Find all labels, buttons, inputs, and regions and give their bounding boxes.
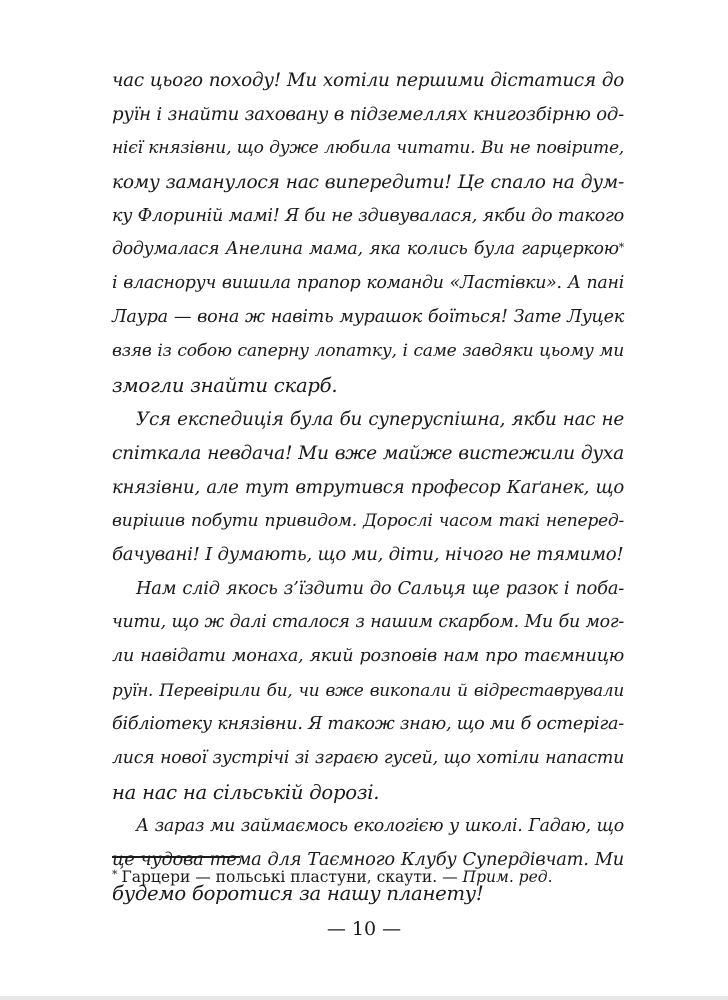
footnote-divider [112,856,240,858]
text-line: спіткала невдача! Ми вже майже вистежили духа [112,442,624,464]
page-bottom-edge [0,996,728,1000]
text-line: і власноруч вишила прапор команди «Ластівки». А пані [112,273,624,294]
text-line-content: додумалася Анелина мама, яка колись була гарцеркою [112,239,619,260]
text-line: будемо боротися за нашу планету! [112,882,484,906]
paragraph-start-line: А зараз ми займаємось екологією у школі. Гадаю, що [136,815,624,836]
body-text [112,64,624,911]
footnote [112,866,553,888]
text-line: час цього походу! Ми хотіли першими дістатися до [112,70,624,91]
text-line: руїн і знайти заховану в підземеллях книгозбірню од- [112,103,624,125]
text-line: це чудова тема для Таємного Клубу Супердівчат. Ми [112,849,624,871]
text-line: на нас на сільській дорозі. [112,780,380,804]
page-number: — 10 — [326,918,402,940]
footnote-mark: * [112,868,118,881]
text-line: чити, що ж далі сталося з нашим скарбом. Ми би мог- [112,612,624,633]
text-line: бачувані! І думають, що ми, діти, нічого не тямимо! [112,544,624,566]
text-line: ли навідати монаха, який розповів нам про таємницю [112,646,624,667]
footnote-reference-mark: * [618,241,624,255]
text-line: ку Флориній мамі! Я би не здивувалася, якби до такого [112,205,624,226]
paragraph-start-line: Нам слід якось з’їздити до Сальця ще разок і поба- [136,578,624,600]
paragraph-start-line: Уся експедиція була би суперуспішна, якби нас не [136,408,624,430]
text-line: вирішив побути привидом. Дорослі часом такі неперед- [112,510,624,531]
text-line: нієї князівни, що дуже любила читати. Ви не повірите, [112,137,624,158]
text-line: бібліотеку князівни. Я також знаю, що ми б остеріга- [112,713,624,734]
text-line-with-footnote-ref [112,233,624,267]
text-line: взяв із собою саперну лопатку, і саме завдяки цьому ми [112,341,624,362]
footnote-text: Гарцери — польські пластуни, скаути. — [121,868,463,886]
text-line: князівни, але тут втрутився професор Каґанек, що [112,476,624,498]
text-line: руїн. Перевірили би, чи вже викопали й відреставрували [112,680,624,701]
footnote-editor-note: Прим. ред. [462,868,553,886]
text-line: кому заманулося нас випередити! Це спало на дум- [112,171,624,193]
text-line: змогли знайти скарб. [112,374,338,398]
text-line: Лаура — вона ж навіть мурашок боїться! Зате Луцек [112,307,624,328]
text-line: лися нової зустрічі зі зграєю гусей, що хотіли напасти [112,747,624,768]
